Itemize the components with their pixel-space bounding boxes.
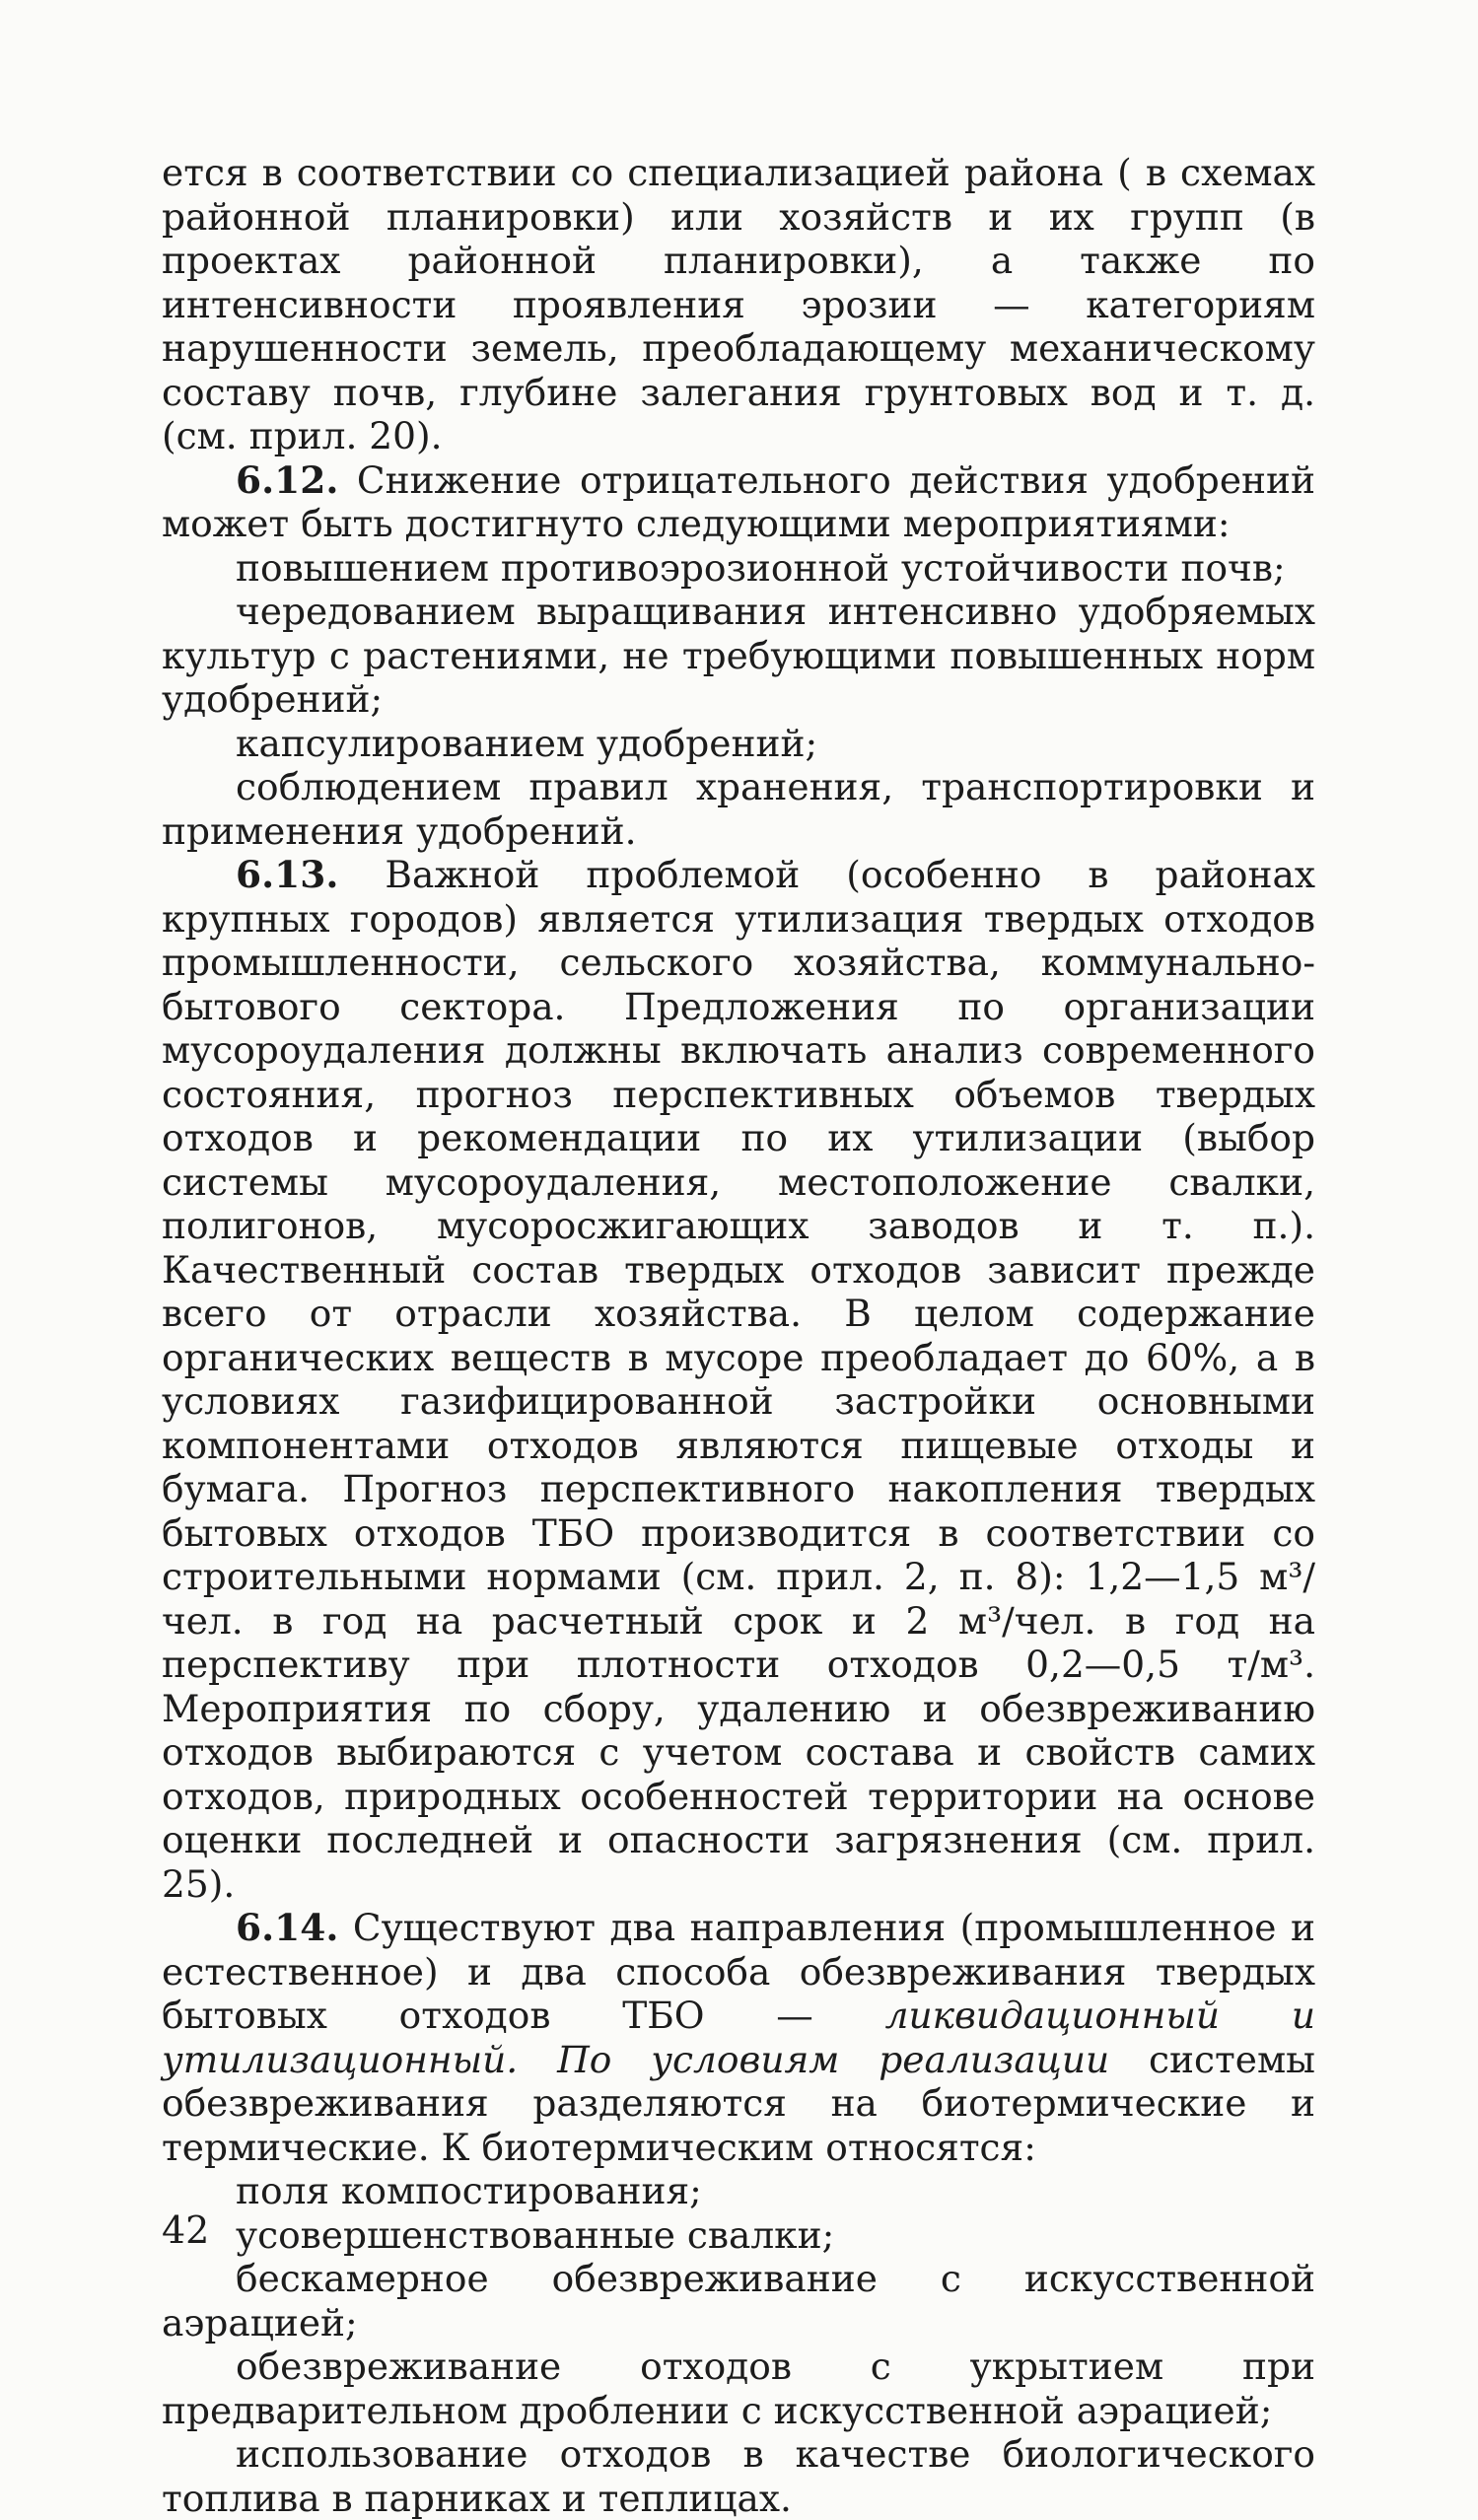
section-6-13-paragraph [162,853,1315,1906]
list-item: повышением противоэрозионной устойчивости почв; [236,545,1286,590]
section-text: Существуют два направления (промышленное и естественное) и два способа обезвреживания твердых бытовых отходов ТБО — [162,1906,1315,2037]
list-item: соблюдением правил хранения, транспортировки и применения удобрений. [162,765,1315,853]
list-item: капсулированием удобрений; [236,721,818,765]
section-6-14-lead [162,1906,1315,2169]
list-item: использование отходов в качестве биологического топлива в парниках и теплицах. [162,2432,1315,2520]
section-number: 6.12. [236,457,339,502]
continued-paragraph: ется в соответствии со специализацией района ( в схемах районной планировки) или хозяйств и их групп (в проектах районной планировки), а также по интенсивности проявления эрозии — категориям нарушенности земель, преобладающему механическому составу почв, глубине залегания грунтовых вод и т. д. (см. прил. 20). [162,151,1315,457]
section-lead-text: Снижение отрицательного действия удобрений может быть достигнуто следующими мероприятиями: [162,457,1315,545]
section-number: 6.14. [236,1906,339,1949]
section-6-12-lead [162,458,1315,546]
section-text: системы обезвреживания разделяются на биотермические и термические. К биотермическим относятся: [162,2037,1315,2169]
list-item: бескамерное обезвреживание с искусственной аэрацией; [162,2257,1315,2345]
list-item: чередованием выращивания интенсивно удобряемых культур с растениями, не требующими повышенных норм удобрений; [162,590,1315,721]
italic-text: ликвидационный и утилизационный. По условиям реализации [162,1994,1315,2081]
list-item: усовершенствованные свалки; [236,2212,835,2257]
section-text: Важной проблемой (особенно в районах крупных городов) является утилизация твердых отходов промышленности, сельского хозяйства, коммунально-бытового сектора. Предложения по организации мусороудаления должны включать анализ современного состояния, прогноз перспективных объемов твердых отходов и рекомендации по их утилизации (выбор системы мусороудаления, местоположение свалки, полигонов, мусоросжигающих заводов и т. п.). Качественный состав твердых отходов зависит прежде всего от отрасли хозяйства. В целом содержание органических веществ в мусоре преобладает до 60%, а в условиях газифицированной застройки основными компонентами отходов являются пищевые отходы и бумага. Прогноз перспективного накопления твердых бытовых отходов ТБО производится в соответствии со строительными нормами (см. прил. 2, п. 8): 1,2—1,5 м³/чел. в год на расчетный срок и 2 м³/чел. в год на перспективу при плотности отходов 0,2—0,5 т/м³. Мероприятия по сбору, удалению и обезвреживанию отходов выбираются с учетом состава и свойств самих отходов, природных особенностей территории на основе оценки последней и опасности загрязнения (см. прил. 25). [162,853,1315,1906]
body-text [162,151,1315,2520]
section-number: 6.13. [236,853,339,896]
list-item: обезвреживание отходов с укрытием при предварительном дроблении с искусственной аэрацией; [162,2345,1315,2432]
list-item: поля компостирования; [236,2169,702,2212]
page-number: 42 [162,2208,210,2252]
